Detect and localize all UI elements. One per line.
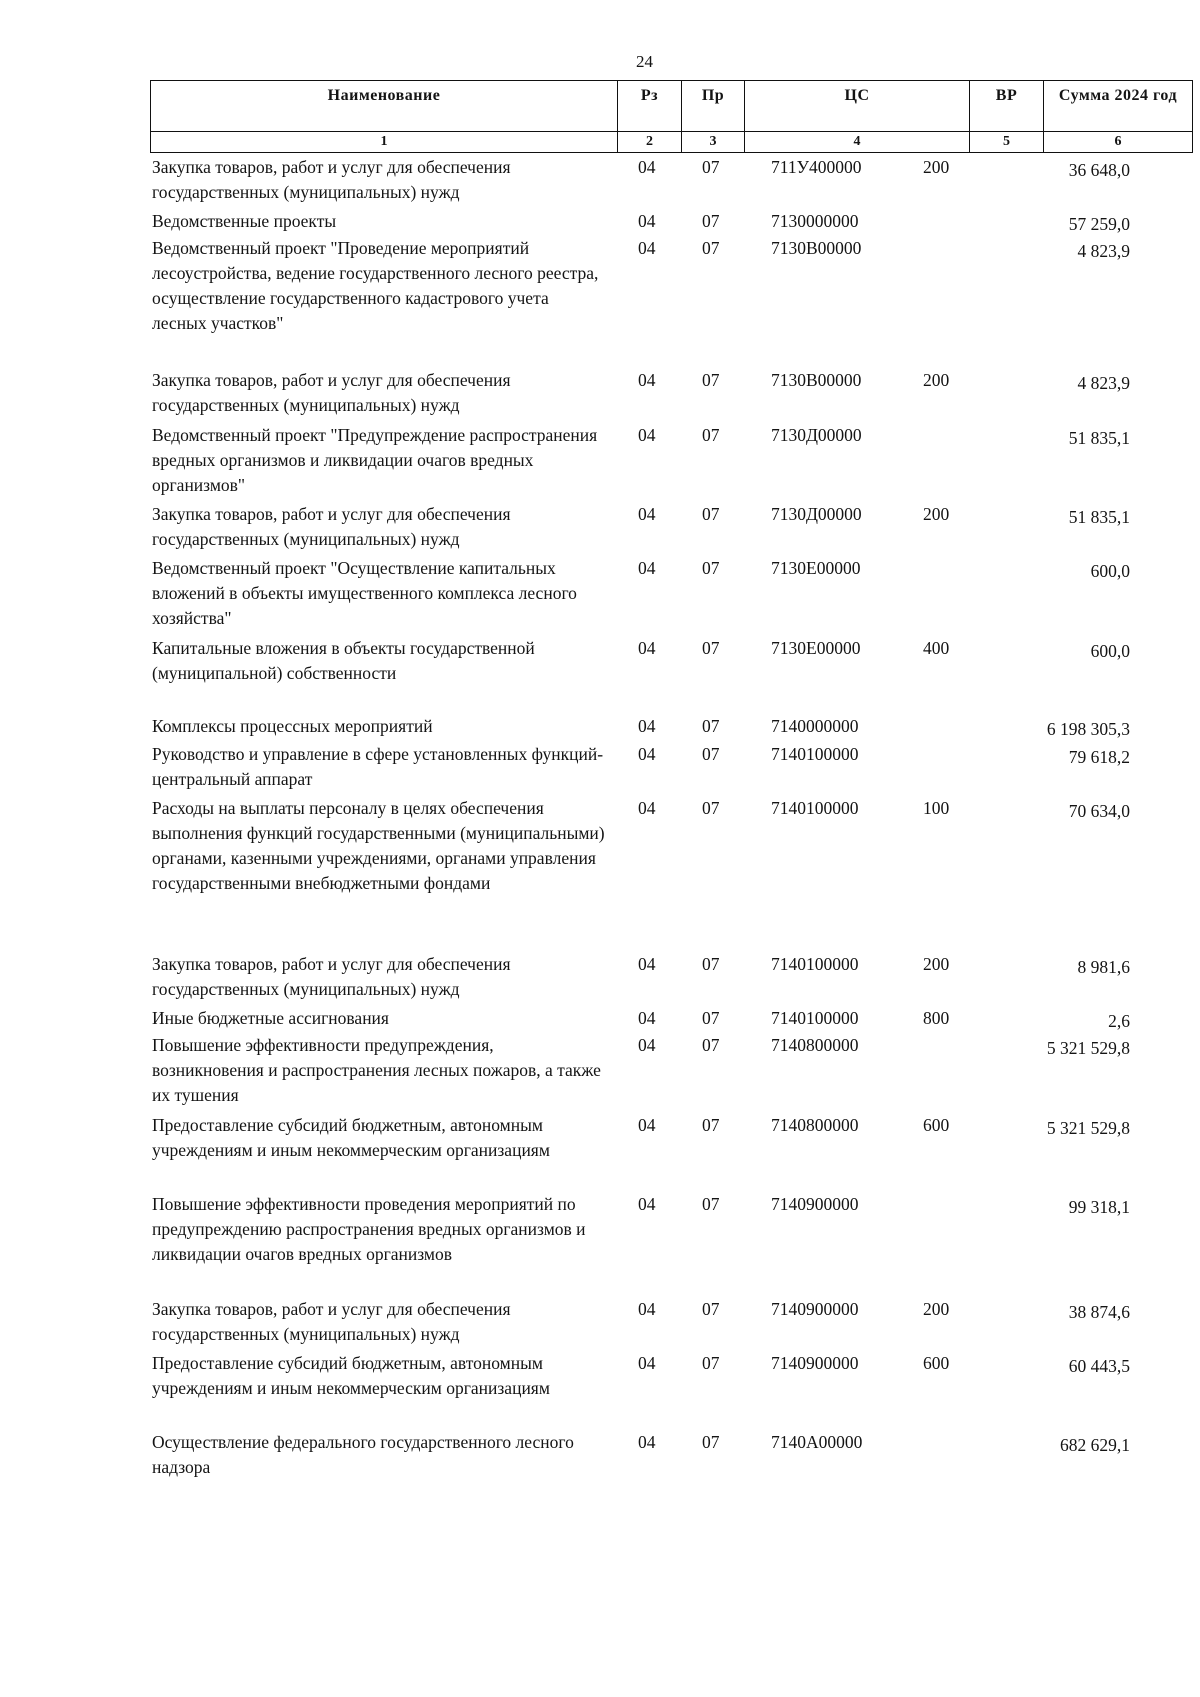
row-cs: 7130Е00000 <box>771 558 861 578</box>
row-cs: 7130000000 <box>771 211 859 231</box>
column-header-rz: Рз <box>618 81 682 132</box>
column-number: 3 <box>682 132 745 153</box>
row-name: Иные бюджетные ассигнования <box>152 1008 389 1028</box>
row-sum: 8 981,6 <box>1077 957 1130 977</box>
row-name: Расходы на выплаты персоналу в целях обеспечения выполнения функций государственными (муниципальными) органами, казенными учреждениями, органами управления государственными внебюджетными фондами <box>152 798 605 893</box>
row-cs: 711У400000 <box>771 157 862 177</box>
row-sum: 4 823,9 <box>1077 241 1130 261</box>
row-name: Осуществление федерального государственного лесного надзора <box>152 1432 574 1477</box>
row-cs: 7140100000 <box>771 1008 859 1028</box>
row-pr: 07 <box>702 370 720 390</box>
row-cs: 7140900000 <box>771 1299 859 1319</box>
row-cs: 7130В00000 <box>771 370 862 390</box>
row-vr: 200 <box>923 954 950 974</box>
row-rz: 04 <box>638 798 656 818</box>
row-sum: 5 321 529,8 <box>1046 1038 1130 1058</box>
row-pr: 07 <box>702 558 720 578</box>
row-cs: 7140100000 <box>771 744 859 764</box>
row-pr: 07 <box>702 954 720 974</box>
row-pr: 07 <box>702 1008 720 1028</box>
column-number: 2 <box>618 132 682 153</box>
row-rz: 04 <box>638 157 656 177</box>
row-sum: 600,0 <box>1090 641 1130 661</box>
row-sum: 4 823,9 <box>1077 373 1130 393</box>
row-name: Предоставление субсидий бюджетным, автономным учреждениям и иным некоммерческим организациям <box>152 1353 550 1398</box>
row-rz: 04 <box>638 1035 656 1055</box>
row-vr: 200 <box>923 1299 950 1319</box>
row-name: Ведомственный проект "Осуществление капитальных вложений в объекты имущественного комплекса лесного хозяйства" <box>152 558 577 628</box>
row-cs: 7140900000 <box>771 1353 859 1373</box>
row-name: Капитальные вложения в объекты государственной (муниципальной) собственности <box>152 638 535 683</box>
row-name: Повышение эффективности проведения мероприятий по предупреждению распространения вредных организмов и ликвидации очагов вредных организмов <box>152 1194 586 1264</box>
row-cs: 7140800000 <box>771 1035 859 1055</box>
row-name: Закупка товаров, работ и услуг для обеспечения государственных (муниципальных) нужд <box>152 1299 511 1344</box>
row-cs: 7140000000 <box>771 716 859 736</box>
row-name: Закупка товаров, работ и услуг для обеспечения государственных (муниципальных) нужд <box>152 504 511 549</box>
row-pr: 07 <box>702 798 720 818</box>
row-sum: 6 198 305,3 <box>1046 719 1130 739</box>
table-header <box>150 80 1193 153</box>
row-cs: 7140100000 <box>771 798 859 818</box>
row-sum: 36 648,0 <box>1068 160 1130 180</box>
row-name: Ведомственный проект "Проведение мероприятий лесоустройства, ведение государственного лесного реестра, осуществление государственного кадастрового учета лесных участков" <box>152 238 599 333</box>
row-cs: 7140900000 <box>771 1194 859 1214</box>
column-header-vr: ВР <box>970 81 1044 132</box>
row-name: Закупка товаров, работ и услуг для обеспечения государственных (муниципальных) нужд <box>152 157 511 202</box>
row-rz: 04 <box>638 744 656 764</box>
column-number: 4 <box>745 132 970 153</box>
row-pr: 07 <box>702 1353 720 1373</box>
row-rz: 04 <box>638 1008 656 1028</box>
row-rz: 04 <box>638 716 656 736</box>
column-number: 1 <box>151 132 618 153</box>
row-name: Руководство и управление в сфере установленных функций-центральный аппарат <box>152 744 604 789</box>
row-sum: 57 259,0 <box>1068 214 1130 234</box>
row-sum: 99 318,1 <box>1068 1197 1130 1217</box>
row-pr: 07 <box>702 157 720 177</box>
row-sum: 600,0 <box>1090 561 1130 581</box>
row-vr: 400 <box>923 638 950 658</box>
row-cs: 7140А00000 <box>771 1432 863 1452</box>
row-rz: 04 <box>638 1353 656 1373</box>
row-vr: 800 <box>923 1008 950 1028</box>
column-header-cs: ЦС <box>745 81 970 132</box>
row-sum: 38 874,6 <box>1068 1302 1130 1322</box>
row-cs: 7140800000 <box>771 1115 859 1135</box>
row-sum: 70 634,0 <box>1068 801 1130 821</box>
row-rz: 04 <box>638 1115 656 1135</box>
column-number: 5 <box>970 132 1044 153</box>
row-rz: 04 <box>638 370 656 390</box>
column-header-name: Наименование <box>151 81 618 132</box>
row-cs: 7130Д00000 <box>771 425 862 445</box>
column-header-pr: Пр <box>682 81 745 132</box>
row-sum: 682 629,1 <box>1060 1435 1130 1455</box>
row-rz: 04 <box>638 504 656 524</box>
row-rz: 04 <box>638 954 656 974</box>
row-cs: 7130Е00000 <box>771 638 861 658</box>
row-vr: 600 <box>923 1353 950 1373</box>
page-number: 24 <box>636 52 653 71</box>
row-pr: 07 <box>702 1035 720 1055</box>
row-rz: 04 <box>638 558 656 578</box>
row-vr: 600 <box>923 1115 950 1135</box>
row-cs: 7130В00000 <box>771 238 862 258</box>
row-rz: 04 <box>638 425 656 445</box>
row-sum: 79 618,2 <box>1068 747 1130 767</box>
row-sum: 60 443,5 <box>1068 1356 1130 1376</box>
row-pr: 07 <box>702 1115 720 1135</box>
row-name: Ведомственные проекты <box>152 211 337 231</box>
row-vr: 100 <box>923 798 950 818</box>
row-pr: 07 <box>702 638 720 658</box>
row-pr: 07 <box>702 744 720 764</box>
row-pr: 07 <box>702 504 720 524</box>
row-vr: 200 <box>923 370 950 390</box>
row-pr: 07 <box>702 1299 720 1319</box>
row-vr: 200 <box>923 504 950 524</box>
row-pr: 07 <box>702 211 720 231</box>
row-rz: 04 <box>638 1194 656 1214</box>
row-pr: 07 <box>702 1432 720 1452</box>
row-name: Повышение эффективности предупреждения, возникновения и распространения лесных пожаров, а также их тушения <box>152 1035 601 1105</box>
row-pr: 07 <box>702 425 720 445</box>
row-sum: 51 835,1 <box>1068 428 1130 448</box>
row-cs: 7140100000 <box>771 954 859 974</box>
row-pr: 07 <box>702 238 720 258</box>
column-number: 6 <box>1044 132 1193 153</box>
row-rz: 04 <box>638 238 656 258</box>
row-name: Комплексы процессных мероприятий <box>152 716 433 736</box>
row-name: Закупка товаров, работ и услуг для обеспечения государственных (муниципальных) нужд <box>152 370 511 415</box>
row-rz: 04 <box>638 638 656 658</box>
row-pr: 07 <box>702 716 720 736</box>
row-sum: 5 321 529,8 <box>1046 1118 1130 1138</box>
row-rz: 04 <box>638 1432 656 1452</box>
row-name: Предоставление субсидий бюджетным, автономным учреждениям и иным некоммерческим организациям <box>152 1115 550 1160</box>
row-rz: 04 <box>638 1299 656 1319</box>
row-name: Ведомственный проект "Предупреждение распространения вредных организмов и ликвидации очагов вредных организмов" <box>152 425 598 495</box>
row-sum: 51 835,1 <box>1068 507 1130 527</box>
row-sum: 2,6 <box>1108 1011 1130 1031</box>
column-header-sum: Сумма 2024 год <box>1044 81 1193 132</box>
row-vr: 200 <box>923 157 950 177</box>
row-name: Закупка товаров, работ и услуг для обеспечения государственных (муниципальных) нужд <box>152 954 511 999</box>
row-cs: 7130Д00000 <box>771 504 862 524</box>
row-pr: 07 <box>702 1194 720 1214</box>
row-rz: 04 <box>638 211 656 231</box>
